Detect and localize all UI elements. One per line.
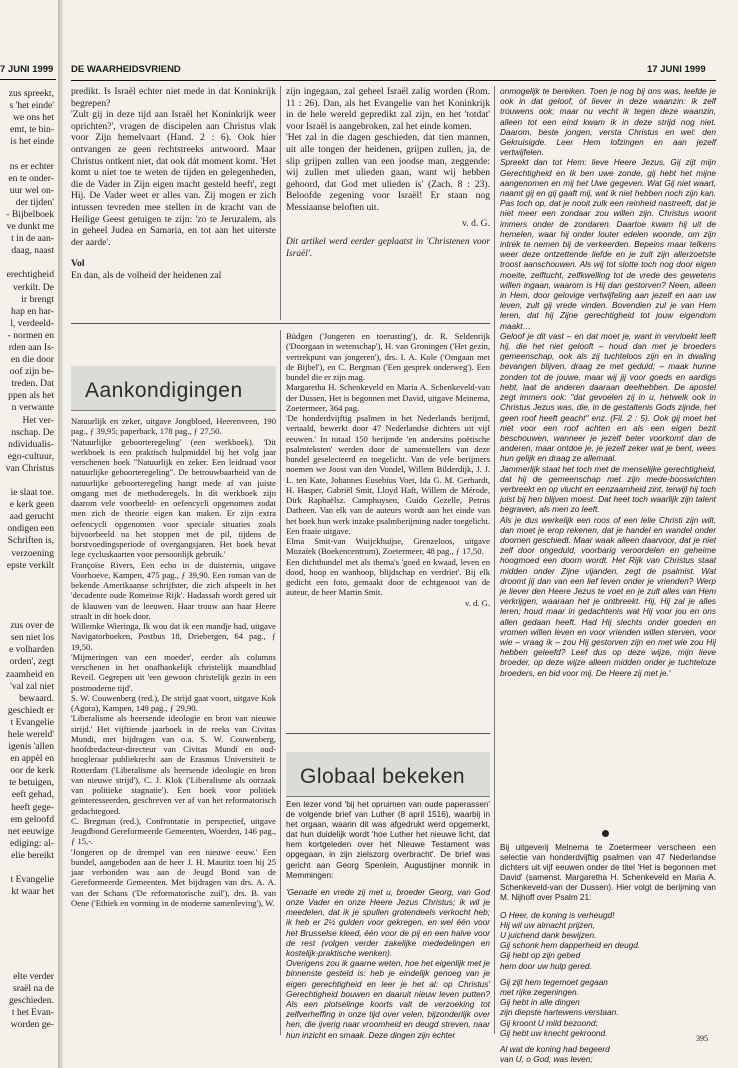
globaal-bekeken-banner [286, 752, 490, 797]
poem-stanza [500, 977, 716, 1038]
article-paragraph: zijn ingegaan, zal geheel Israël zalig worden (Rom. 11 : 26). Dan, als het Evangelie van het Koninkrijk in de hele wereld gepredikt zal zijn, en het 'totdat' voor Israël is aangebroken, zal het einde komen. [286, 86, 490, 132]
previous-page-line: t Evangelie [10, 874, 54, 886]
announcement: Büdgen ('Jongeren en toerusting'), dr. R. Seldenrijk ('Doorgaan in wetenschap'), H. van Groningen ('Het gezin, vertrekpunt van jongeren'), drs. I. A. Kole ('Omgaan met de Bijbel'), en C. Bergman ('Een gesprek onderweg'). Een bundel die er zijn mag. [286, 331, 490, 382]
announcement: Margaretha H. Schenkeveld en Maria A. Schenkeveld-van der Dussen, Het is begonnen met David, uitgave Meinema, Zoetermeer, 364 pag. [286, 382, 490, 413]
announcement: Françoise Rivers, Een echo in de duisternis, uitgave Voorhoeve, Kampen, 475 pag., ƒ 39,90. Een roman van de bekende Amerikaanse schrijfster, die zich afspeelt in het 'decadente oude Romeinse Rijk'. Hadassah wordt gered uit de klauwen van de leeuwen. Haar trouw aan haar Heere straalt in dit boek door. [71, 559, 276, 621]
previous-page-line [0, 947, 54, 959]
bullet-separator [602, 830, 609, 837]
previous-page-line [0, 257, 54, 269]
previous-page-line [0, 935, 54, 947]
previous-page-line: ve dunkt me [6, 221, 54, 233]
previous-page-line: bewaard. [19, 692, 54, 704]
author-signature: v. d. G. [462, 217, 490, 229]
author-signature: v. d. G. [465, 597, 490, 608]
article-column-1 [71, 86, 276, 282]
previous-page-line: uur wel on- [9, 184, 54, 196]
article-paragraph: 'Zult gij in deze tijd aan Israël het Koninkrijk weer oprichten?', vragen de discipelen aan Christus vlak voor Zijn hemelvaart (Hand. 2 : 6). Ook hier ontvangen ze geen rechtstreeks antwoord. Maar Christus ontkent niet, dat ook dát moment komt. 'Het komt u niet toe te weten de tijden en gelegenheden, die de Vader in Zijn eigen macht gesteld heeft', zegt Hij. De Vader weet er alles van. Zij mogen er zich intussen tevreden mee stellen in de kracht van de Heilige Geest getuigen te zijn: 'zo te Jeruzalem, als in geheel Judea en Samaria, en tot aan het uiterste der aarde'. [71, 109, 276, 248]
previous-page-line: ndividualis- [8, 438, 54, 450]
poem-line: O Heer, de koning is verheugd! [500, 909, 615, 920]
previous-page-line: verzoening [11, 547, 54, 559]
previous-page-line: oof zijn be- [9, 366, 54, 378]
poem-line: zijn diepste hartewens verstaan. [500, 1007, 619, 1018]
previous-page-line [0, 572, 54, 584]
poem-line: van U, o God, was leven; [500, 1054, 593, 1065]
letter-paragraph: Geloof je dit vast – en dat moet je, want in vervloekt leeft hij, die het niet gelooft – houd dan met je broeders gemeenschap, ook als zij tuchteloos zijn en in dwaling bevangen blijven, draag ze met geduld; – maak hunne zonden tot de jouwe, maar wij jij voor goeds en aardigs hebt, laat de anderen daaraan deelhebben. De apostel zegt immers ook: "dat gevoelen zij in u, hetwelk ook in Christus Jezus was, die, in de gestaltenis Gods zijnde, het geen roof heeft geacht" enz. (Fil. 2 : 5). Ook gij moet het niet voor een roof achten en als een eigen bezit beschouwen, wanneer je jezelf beter voorkomt dan de anderen, maar ontdoe je, je jezelf zeker wat je bent, wees hun gelijk en draag ze allemaal. [500, 330, 716, 464]
previous-page-line: e kerk geen [9, 499, 54, 511]
announcement: Elma Smit-van Wuijckhuijse, Grenzeloos, uitgave Mozaïek (Boekencentrum), Zoetermeer, 48 pag., ƒ 17,50. [286, 536, 490, 557]
previous-page-line: heeft gege- [11, 801, 54, 813]
previous-page-line: t het Evan- [11, 1007, 54, 1019]
previous-page-line: - normen en [7, 329, 54, 341]
previous-page-line: t Evangelie [10, 716, 54, 728]
section-title: Globaal bekeken [300, 765, 466, 788]
letter-paragraph: Spreekt dan tot Hem: lieve Heere Jezus, Gij zijt mijn Gerechtigheid en Ik ben uwe zonde, gij hebt het mijne aangenomen en mij het Uwe gegeven. Wat Gij niet waart, naamt gij en gij gaaft mij, wat ik niet hebben noch zijn kan. Pas toch op, dat je nooit zulk een reinheid nastreeft, dat je niet meer een zondaar zou willen zijn. Christus woont immers onder de zondaren. Daartoe kwam hij uit de hemelen, waar hij onder louter edelen woonde, om zijn intrek te nemen bij de verkeerden. Bepeins maar telkens weer deze ontzettende liefde en je zult zijn allerzoetste troost aanschouwen. Als wij tot slotte toch nog door eigen moeite, zelftucht, zelfkwelling tot de vrede des gewetens willen ingaan, waarom is Hij dan gestorven? Neen, alleen in Hem, door gelovige vertwijfeling aan jezelf en aan uw leven, zult gij vrede vinden. Bovendien zul je van Hem leren, dat hij Zijne gerechtigheid tot jouw eigendom maakt… [500, 157, 716, 331]
header-date: 17 JUNI 1999 [647, 64, 706, 75]
article-column-4 [500, 86, 716, 678]
previous-page-line: ppen als het [8, 390, 54, 402]
poem-line: Gij kroont U mild bezoond; [500, 1017, 598, 1028]
previous-page-line: emt, te bin- [10, 124, 54, 136]
previous-page-line: daag, naast [11, 245, 54, 257]
previous-page-line [0, 910, 54, 922]
announcements-column-2 [286, 331, 490, 608]
previous-page-line: geschieden. [8, 995, 54, 1007]
poem-line: Gij hebt in alle dingen [500, 997, 580, 1008]
previous-page-line: net eeuwige [7, 825, 54, 837]
announcement: 'Natuurlijke geboorteregeling' (een werkboek). 'Dit werkboek is een praktisch hulpmiddel bij het volg jaar verschenen boek "Natuurlijk en zeker. Een leidraad voor natuurlijke geboorteregeling". De betrouwbaarheid van de natuurlijke geboorteregeling hangt mede af van juiste omgang met de methoderegels. In dit werkboek zijn daarom vele voorbeeld- en oefencycli opgenomen zodat men zich de theorie eigen kan maken. Er zijn extra oefencycli opgenomen voor speciale situaties zoals bijvoorbeeld na het stoppen met de pil, tijdens de borstvoedingsperiode of overgangsjaren. Het boek bevat lege cycluskaarten voor persoonlijk gebruik.' [71, 436, 276, 560]
previous-page-line: zus spreekt, [8, 88, 54, 99]
previous-page-line: 'val zal niet [10, 680, 54, 692]
previous-page-line: ie slaat toe. [10, 487, 54, 499]
poem-line: Gij zijt hem tegemoet gegaan [500, 976, 608, 987]
announcement: 'Jongeren op de drempel van een nieuwe eeuw.' Een bundel, aangeboden aan de heer J. H. Mauritz toen hij 25 jaar verbonden was aan de Jeugd Bond van de Gereformeerde Gemeenten. Met bijdragen van drs. A. A. van der Schans ('De reformatorische zuil'), drs. B. van Oene ('Ethiek en vorming in de moderne samenleving'), W. [71, 846, 276, 908]
previous-page-line: hele wereld' [7, 728, 54, 740]
page-gutter [58, 0, 63, 1068]
announcement: S. W. Couwenberg (red.), De strijd gaat voort, uitgave Kok (Agora), Kampen, 149 pag., ƒ 29,90. [71, 692, 276, 713]
previous-page-line: ondigen een [7, 523, 54, 535]
announcement: 'De honderdvijftig psalmen in het Nederlands berijmd, vertaald, bewerkt door 47 Nederlandse dichters uit vijf eeuwen.' In totaal 150 berijmde 'en andersins poëtische psalmteksten' werden door de samenstellers van deze bundel geselecteerd en toegelicht. Van de vele berijmers noemen we Joost van den Vondel, Willem Bilderdijk, J. J. L. ten Kate, Johannes Eusebius Voet, Ida G. M. Gerhardt, H. Hasper, Gabriël Smit, Lloyd Haft, Willem de Mérode, Dirk Raphaëlsz. Camphuysen, Guido Gezelle, Petrus Datheen. Van elk van de auteurs wordt aan het einde van het boek hun werk inzake psalmberijming nader toegelicht. Een fraaie uitgave. [286, 413, 490, 536]
previous-page-line: sen niet los [10, 632, 54, 644]
previous-page-line: der tijden' [15, 196, 54, 208]
letter-paragraph: Als je dus werkelijk een roos of een lelie Christi zijn wilt, dan moet je erop rekenen, dat je handel en wandel onder doornen geschiedt. Maar waak alleen daarvoor, dat je niet zelf door ongeduld, voorbarig veroordelen en geheime hoogmoed een doorn wordt. Het Rijk van Christus staat midden onder Zijne vijanden, zegt de psalmist. Wat droomt jij dan van een lief leven onder je vrienden? Werp je liever den Heere Jezus te voet en je zult alles van Hem verkrijgen, waaraan het je ontbreekt. Hij, Hij zal je alles leren; houd maar in gedachtenis wat Hij voor jou en ons allen gedaan heeft. Had Hij slechts onder goeden en vromen willen leven en voor vrienden willen sterven, voor wie – vraag ik – zou Hij gestorven zijn en met wie zou Hij hebben geleefd? Leef dus op deze wijze, mijn lieve broeder, op deze wijze alleen midden onder je tuchteloze broeders, en bid voor mij. De Heere zij met je.' [500, 514, 716, 678]
section-rule [286, 733, 490, 734]
previous-page-line: Schriften is, [7, 535, 54, 547]
section-title: Aankondigingen [85, 379, 243, 402]
previous-page-line: en appèl en [10, 753, 54, 765]
article-paragraph: En dan, als de volheid der heidenen zal [71, 269, 222, 281]
previous-page-line [0, 608, 54, 620]
previous-page-line: ns er echter [9, 160, 54, 172]
previous-page-line: e volharden [8, 644, 54, 656]
poem-line: Hij wil uw almacht prijzen, [500, 919, 595, 930]
previous-page-line: sraël na de [12, 982, 54, 994]
previous-page-line: en te onder- [8, 172, 54, 184]
poem-stanza [500, 910, 716, 971]
previous-page-line: treden. Dat [11, 378, 54, 390]
globaal-column [286, 800, 490, 1040]
letter-paragraph: Overigens zou ik gaarne weten, hoe het eigenlijk met je binnenste gesteld is: heb je eindelijk genoeg van je eigen gerechtigheid en leer je het al: op Christus' Gerechtigheid bouwen en daaruit nieuw leven putten? Als een plotselinge koorts valt de verzoeking tot zelfverheffing in onze tijd over velen, bijzonderlijk over hen, die ijverig naar vroomheid en deugd streven, naar hun inzicht en smaak. Deze dingen zijn echter [286, 958, 490, 1040]
previous-page-line: erechtigheid [6, 269, 54, 281]
section-rule [71, 323, 490, 324]
column-divider [280, 330, 281, 1035]
announcement: Natuurlijk en zeker, uitgave Jongbloed, Heerenveen, 190 pag., ƒ 39,95; paperback, 178 pag., ƒ 27,50. [71, 416, 276, 437]
previous-page-line: elte verder [13, 970, 54, 982]
column-divider [280, 86, 281, 320]
announcement: Willemke Wieringa, Ik wou dat ik een mandje had, uitgave Navigatorboeken, Postbus 18, Driebergen, 64 pag., ƒ 19,50. [71, 621, 276, 652]
previous-page-line: zaamheid en [5, 668, 54, 680]
poem-line: hem door uw hulp gered. [500, 960, 592, 971]
previous-page-line: elie bereikt [11, 849, 54, 861]
previous-page-line: en die door [10, 354, 54, 366]
aankondigingen-banner [71, 366, 276, 411]
previous-page-line: ediging: al- [10, 837, 54, 849]
article-column-2 [286, 86, 490, 260]
previous-page-line: we ons het [12, 112, 54, 124]
previous-page-line [0, 475, 54, 487]
article-paragraph: Een lezer vond 'bij het opruimen van oude paperassen' de volgende brief van Luther (8 april 1516), waarbij in het orgaan, waarin dit was afgedrukt werd opgemerkt, dat hun duidelijk wordt 'hoe Luther het nieuwe licht, dat hem kortgeleden over het Nieuwe Testament was opgegaan, in zijn zielszorg overbracht'. De brief was gericht aan Georg Spenlein, Augustijner monnik in Memmingen: [286, 800, 490, 880]
previous-page-line [0, 922, 54, 934]
previous-page-line: Het ver- [22, 414, 54, 426]
source-note: Dit artikel werd eerder geplaatst in 'Christenen voor Israël'. [286, 237, 490, 259]
previous-page-line: ir brengt [21, 293, 54, 305]
poem-line: Al wat de koning had begeerd [500, 1044, 610, 1054]
poem-line: Gij hebt uw knecht gekroond. [500, 1027, 608, 1038]
article-paragraph: 'Het zal in die dagen geschieden, dat tien mannen, uit alle tongen der heidenen, grijpen zullen, ja, de slip grijpen zullen van een joodse man, zeggende: wij zullen met ulieden gaan, want wij hebben gehoord, dat God met ulieden is' (Zach. 8 : 23). Beloofde zegening voor Israël! Er staan nog Messiaanse beloften uit. [286, 132, 490, 213]
letter-paragraph: 'Genade en vrede zij met u, broeder Georg, van God onze Vader en onze Heere Jezus Christus; ik wil je meedelen, dat ik je spullen grotendeels verkocht heb; ik heb er 2½ gulden voor gekregen, en wel één voor het Brusselse kleed, één voor de pij en een halve voor de rest (volgen verder zakelijke mededelingen en kostelijk-praktische wenken). [286, 886, 490, 958]
previous-page-line: igenis 'allen [8, 741, 54, 753]
previous-page-line: te betuigen, [9, 777, 54, 789]
previous-page-line: aad gerucht [9, 511, 54, 523]
previous-page-line: epste verkilt [6, 559, 54, 571]
previous-page-line [0, 862, 54, 874]
previous-page-line: ego-cultuur, [7, 450, 54, 462]
psalm-section [500, 843, 716, 1064]
page-number: 395 [696, 1034, 708, 1043]
announcement: 'Mijmeringen van een moeder', eerder als columns verschenen in het onafhankelijk christelijk maandblad Reveil. Gegrepen uit 'een gewoon christelijk gezin in een postmoderne tijd'. [71, 651, 276, 693]
article-paragraph: predikt. Is Israël echter niet mede in dat Koninkrijk begrepen? [71, 86, 276, 109]
previous-page-line: verkilt. De [12, 281, 54, 293]
previous-page-line: l, verdeeld- [10, 317, 54, 329]
previous-page-line: zus over de [10, 620, 54, 632]
poem-line: U juichend dank bewijzen. [500, 929, 597, 940]
previous-page-line: t in de aan- [11, 233, 54, 245]
previous-page-line: kt waar het [11, 886, 54, 898]
previous-page-line: hap en har- [11, 305, 54, 317]
previous-page-line: rden aan Is- [8, 341, 54, 353]
previous-page-line [0, 959, 54, 971]
previous-page-line: oor de kerk [10, 765, 54, 777]
announcement: C. Bregman (red.), Confrontatie in perspectief, uitgave Jeugdbond Gereformeerde Gemeenten, Woerden, 146 pag., ƒ 15,-. [71, 815, 276, 847]
previous-page-line: n verwante [11, 402, 54, 414]
letter-paragraph: onmogelijk te bereiken. Toen je nog bij ons was, leefde je ook in dat geloof, of liever in deze waanzin: ik zelf trouwens ook; maar nu vecht ik tegen deze waanzin, alleen tot een eind kwam ik in deze strijd nog niet. Daarom, beste jongen, versta Christus en wel: den Gekruisigde. Leer Hem lofzingen en aan jezelf vertwijfelen. [500, 86, 716, 158]
publication-name: DE WAARHEIDSVRIEND [71, 64, 181, 75]
previous-page-date: 7 JUNI 1999 [0, 64, 54, 75]
article-paragraph: Bij uitgeverij Melnema te Zoetermeer verscheen een selectie van honderdvijftig psalmen van 47 Nederlandse dichters uit vijf eeuwen onder de titel 'Het is begonnen met David' (samenst. Margaretha H. Schenkeveld en Maria A. Schenkeveld-van der Dussen). Hier volgt de berijming van M. Nijhoff over Psalm 21: [500, 843, 716, 903]
subheading: Vol [71, 258, 85, 270]
header-rule [71, 80, 716, 81]
announcement: 'Liberalisme als heersende ideologie en bron van nieuwe strijd.' Het vijftiende jaarboek in de reeks van Civitas Mundi, met bijdragen van o.a. S. W. Couwenberg, hoofdredacteur-directeur van Civitas Mundi en oud-hoogleraar publiekrecht aan de Erasmus Universiteit te Rotterdam ('Liberalisme als heersende ideologie en bron van nieuwe strijd'), C. J. Klok ('Liberalisme als oorzaak van politieke stagnatie'). Een boek voor politiek geïnteresseerden, geschreven ver af van het reformatorisch gedachtegoed. [71, 713, 276, 816]
previous-page-line: worden ge- [10, 1019, 54, 1031]
previous-page-line [0, 148, 54, 160]
previous-page-line: em geloofd [10, 813, 54, 825]
previous-page-line [0, 898, 54, 910]
previous-page-text [0, 88, 54, 1031]
previous-page-line: geschiedt er [7, 704, 54, 716]
poem-line: Gij schonk hem dapperheid en deugd. [500, 940, 641, 951]
previous-page-rule [0, 79, 56, 80]
previous-page-edge [0, 60, 56, 1060]
previous-page-line: nschap. De [11, 426, 54, 438]
previous-page-line: van Christus [5, 462, 54, 474]
previous-page-line: is het einde [10, 136, 54, 148]
poem-stanza [500, 1044, 716, 1064]
previous-page-line [0, 584, 54, 596]
column-divider [494, 86, 495, 1034]
announcements-column-1 [71, 416, 276, 908]
poem-line: met rijke zegeningen. [500, 986, 579, 997]
previous-page-line: eeft gehad, [11, 789, 54, 801]
previous-page-line: s 'het einde' [9, 100, 54, 112]
letter-paragraph: Jammerlijk staat het toch met de menselijke gerechtigheid, dat hij de gemeenschap met zijn mede-booswichten verbreekt en op vlucht en eenzaamheid zint, terwijl hij toch juist bij hen blijven moest. Dat heet toch waarlijk zijn talent begraven, als men zo leeft. [500, 463, 716, 515]
previous-page-line: - Bijbelboek [6, 208, 54, 220]
poem-line: Gij hebt op zijn gebed [500, 950, 581, 961]
announcement: Een dichtbundel met als thema's 'goed en kwaad, leven en dood, hoop en wanhoop, blijdschap en verdriet'. Bij elk gedicht een foto, gemaakt door de echtgenoot van de auteur, de heer Martin Smit. [286, 556, 490, 598]
previous-page-line [0, 596, 54, 608]
previous-page-line: orden', zegt [9, 656, 54, 668]
